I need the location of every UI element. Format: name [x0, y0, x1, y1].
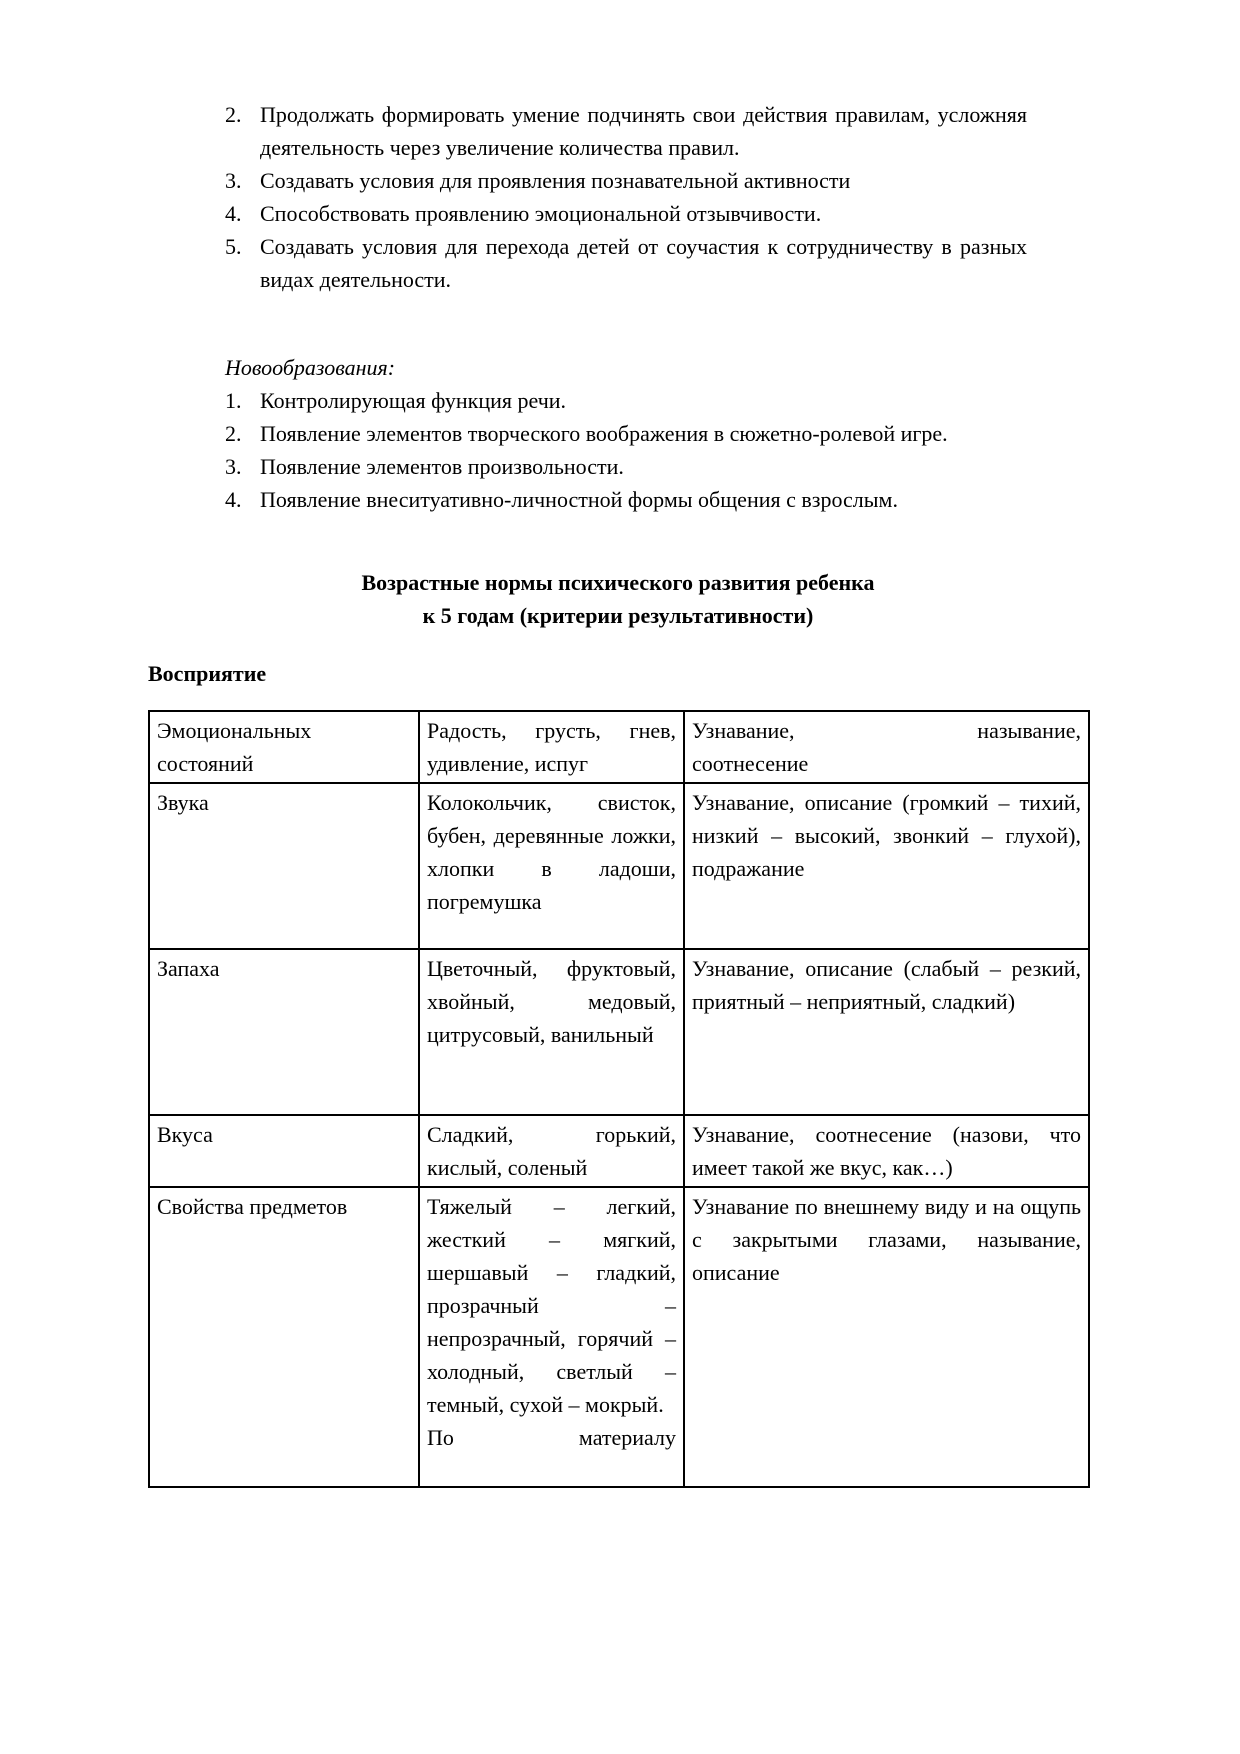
goals-list	[225, 98, 1027, 296]
list-item-number: 2.	[225, 421, 242, 446]
table-cell-stimuli	[419, 1115, 684, 1187]
table-cell-criteria	[684, 1115, 1089, 1187]
list-item	[225, 197, 1027, 230]
table-row	[149, 783, 1089, 949]
list-item	[225, 417, 1027, 450]
list-item-number: 4.	[225, 487, 242, 512]
list-item-number: 3.	[225, 168, 242, 193]
cell-text: соотнесение	[692, 751, 809, 776]
table-cell-category	[149, 1187, 419, 1487]
table-row	[149, 949, 1089, 1115]
cell-text: Свойства предметов	[157, 1194, 348, 1219]
list-item	[225, 98, 1027, 164]
neoplasms-heading: Новообразования:	[225, 355, 396, 380]
list-item	[225, 450, 1027, 483]
section-title-line2: к 5 годам (критерии результативности)	[422, 603, 814, 628]
list-item	[225, 384, 1027, 417]
cell-text: Узнавание по внешнему виду и на ощупь с закрытыми глазами, называние, описание	[692, 1194, 1081, 1285]
list-item	[225, 483, 1027, 516]
list-item-text: Появление элементов творческого воображения в сюжетно-ролевой игре.	[260, 421, 948, 446]
table-cell-criteria	[684, 949, 1089, 1115]
table-cell-stimuli	[419, 1187, 684, 1487]
table-row	[149, 1187, 1089, 1487]
list-item-number: 2.	[225, 102, 242, 127]
cell-text: Колокольчик, свисток, бубен, деревянные ложки, хлопки в ладоши, погремушка	[427, 790, 676, 914]
cell-text: Тяжелый – легкий, жесткий – мягкий, шершавый – гладкий, прозрачный – непрозрачный, горячий – холодный, светлый – темный, сухой – мокрый.	[427, 1194, 676, 1417]
list-item	[225, 164, 1027, 197]
list-item-text: Контролирующая функция речи.	[260, 388, 567, 413]
list-item	[225, 230, 1027, 296]
list-item-text: Способствовать проявлению эмоциональной отзывчивости.	[260, 201, 822, 226]
neoplasms-list	[225, 384, 1027, 516]
list-item-text: Появление внеситуативно-личностной формы общения с взрослым.	[260, 487, 898, 512]
table-cell-category	[149, 1115, 419, 1187]
list-item-text: Создавать условия для перехода детей от соучастия к сотрудничеству в разных видах деятельности.	[260, 234, 1027, 292]
table-cell-category	[149, 783, 419, 949]
table-cell-criteria	[684, 711, 1089, 783]
list-item-number: 1.	[225, 388, 242, 413]
cell-text: Узнавание, соотнесение (назови, что имеет такой же вкус, как…)	[692, 1122, 1081, 1180]
cell-text: Радость, грусть, гнев, удивление, испуг	[427, 718, 676, 776]
cell-text: Узнавание, называние,	[692, 718, 1081, 743]
list-item-number: 5.	[225, 234, 242, 259]
cell-text: Узнавание, описание (слабый – резкий, приятный – неприятный, сладкий)	[692, 956, 1081, 1014]
table-row	[149, 1115, 1089, 1187]
cell-text: Эмоциональных состояний	[157, 718, 312, 776]
table-cell-stimuli	[419, 711, 684, 783]
cell-text: По материалу	[427, 1425, 676, 1450]
list-item-text: Создавать условия для проявления познавательной активности	[260, 168, 851, 193]
list-item-number: 3.	[225, 454, 242, 479]
cell-text: Звука	[157, 790, 209, 815]
cell-text: Запаха	[157, 956, 220, 981]
list-item-number: 4.	[225, 201, 242, 226]
section-title	[148, 566, 1088, 632]
perception-table	[148, 710, 1090, 1488]
list-item-text: Продолжать формировать умение подчинять свои действия правилам, усложняя деятельность через увеличение количества правил.	[260, 102, 1027, 160]
list-item-text: Появление элементов произвольности.	[260, 454, 624, 479]
table-cell-criteria	[684, 783, 1089, 949]
table-cell-category	[149, 711, 419, 783]
cell-text: Узнавание, описание (громкий – тихий, низкий – высокий, звонкий – глухой), подражание	[692, 790, 1081, 881]
table-cell-category	[149, 949, 419, 1115]
cell-text: Цветочный, фруктовый, хвойный, медовый, цитрусовый, ванильный	[427, 956, 676, 1047]
section-title-line1: Возрастные нормы психического развития ребенка	[361, 570, 875, 595]
table-row	[149, 711, 1089, 783]
table-cell-stimuli	[419, 783, 684, 949]
subheading-perception: Восприятие	[148, 661, 267, 686]
cell-text: Вкуса	[157, 1122, 213, 1147]
table-cell-criteria	[684, 1187, 1089, 1487]
table-cell-stimuli	[419, 949, 684, 1115]
cell-text: Сладкий, горький, кислый, соленый	[427, 1122, 676, 1180]
